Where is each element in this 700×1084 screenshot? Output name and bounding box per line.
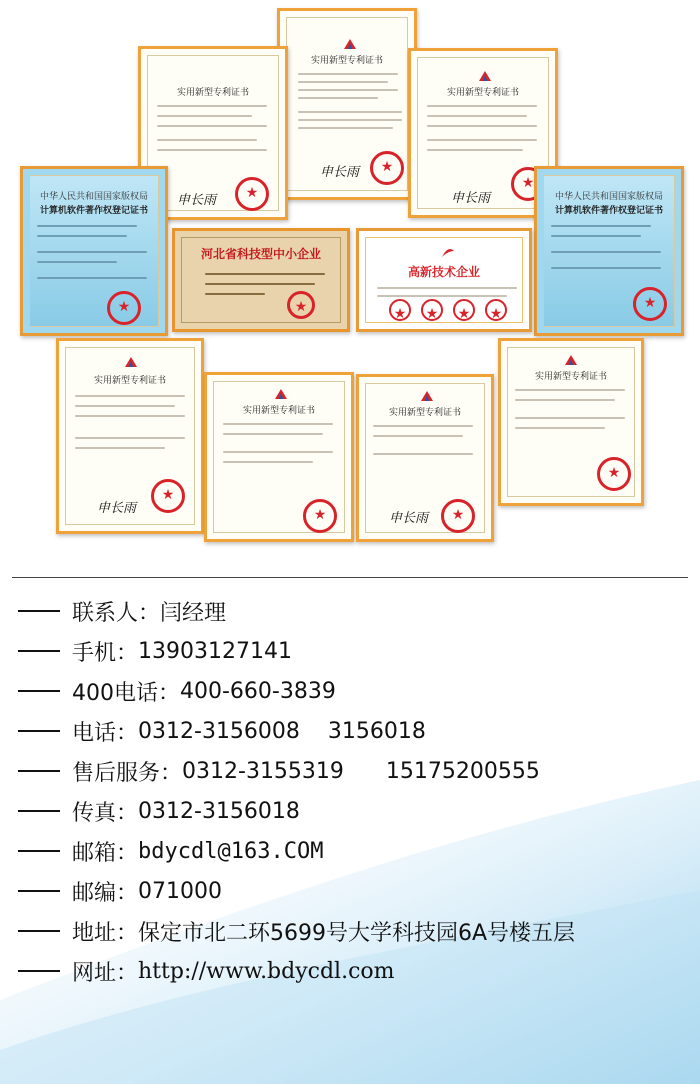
contact-row-phone <box>0 712 700 750</box>
contact-row-email <box>0 832 700 870</box>
contact-label: 地址： <box>72 920 139 946</box>
red-seal-icon <box>287 291 315 319</box>
hightech-enterprise-certificate <box>356 228 532 332</box>
contact-label: 手机： <box>72 640 139 666</box>
patent-certificate-title: 实用新型专利证书 <box>242 406 315 416</box>
contact-label: 邮编： <box>72 880 139 906</box>
red-seal-icon <box>441 499 475 533</box>
dash-marker <box>18 810 60 812</box>
contact-row-person <box>0 592 700 630</box>
patent-certificate-title: 实用新型专利证书 <box>446 88 519 98</box>
dash-marker <box>18 930 60 932</box>
dash-marker <box>18 850 60 852</box>
patent-certificate-title: 实用新型专利证书 <box>534 372 607 382</box>
contact-value: 闫经理 <box>160 600 227 626</box>
contact-row-postcode <box>0 872 700 910</box>
dash-marker <box>18 690 60 692</box>
software-certificate-title-line1: 中华人民共和国国家版权局 <box>39 192 148 202</box>
contact-row-400-phone <box>0 672 700 710</box>
signature: 申长雨 <box>389 511 429 526</box>
contact-label: 售后服务： <box>72 760 183 786</box>
red-seal-icon <box>485 299 507 321</box>
red-seal-icon <box>303 499 337 533</box>
dash-marker <box>18 890 60 892</box>
red-seal-icon <box>421 299 443 321</box>
contact-label: 网址： <box>72 960 139 986</box>
patent-certificate-top-center <box>277 8 417 200</box>
contact-row-after-sales <box>0 752 700 790</box>
patent-certificate-title: 实用新型专利证书 <box>310 56 383 66</box>
contact-value: 071000 <box>138 878 222 904</box>
patent-certificate-title: 实用新型专利证书 <box>388 408 461 418</box>
contact-row-mobile <box>0 632 700 670</box>
signature: 申长雨 <box>451 191 491 206</box>
patent-certificate-title: 实用新型专利证书 <box>176 88 249 98</box>
red-seal-icon <box>107 291 141 325</box>
patent-emblem-icon <box>477 69 493 83</box>
software-certificate-title-line1: 中华人民共和国国家版权局 <box>554 192 663 202</box>
patent-certificate-lower-4 <box>498 338 644 506</box>
dash-marker <box>18 650 60 652</box>
red-seal-icon <box>453 299 475 321</box>
section-divider <box>12 577 688 578</box>
patent-certificate-lower-2 <box>204 372 354 542</box>
contact-value: 13903127141 <box>138 638 292 664</box>
contact-value: 400-660-3839 <box>180 678 336 704</box>
red-seal-icon <box>389 299 411 321</box>
dash-marker <box>18 970 60 972</box>
sme-certificate-title: 河北省科技型中小企业 <box>200 247 321 261</box>
contact-row-address <box>0 912 700 950</box>
contact-label: 邮箱： <box>72 840 139 866</box>
contact-label: 400电话： <box>72 680 180 706</box>
patent-certificate-lower-1 <box>56 338 204 534</box>
signature: 申长雨 <box>177 193 217 208</box>
patent-certificate-title: 实用新型专利证书 <box>93 376 166 386</box>
dash-marker <box>18 730 60 732</box>
red-seal-icon <box>151 479 185 513</box>
software-copyright-certificate-right <box>534 166 684 336</box>
contact-row-website <box>0 952 700 990</box>
contact-value: 0312-3156018 <box>138 798 300 824</box>
contact-value: 保定市北二环5699号大学科技园6A号楼五层 <box>138 920 576 946</box>
hightech-certificate-title: 高新技术企业 <box>407 265 480 279</box>
red-seal-icon <box>235 177 269 211</box>
software-certificate-title-line2: 计算机软件著作权登记证书 <box>39 206 148 216</box>
red-seal-icon <box>597 457 631 491</box>
dash-marker <box>18 610 60 612</box>
contact-value: bdycdl@163.COM <box>138 838 324 864</box>
patent-emblem-icon <box>123 355 139 369</box>
signature: 申长雨 <box>320 165 360 180</box>
website-link[interactable]: http://www.bdycdl.com <box>138 958 395 984</box>
dash-marker <box>18 770 60 772</box>
patent-emblem-icon <box>419 389 435 403</box>
contact-label: 传真： <box>72 800 139 826</box>
software-certificate-title-line2: 计算机软件著作权登记证书 <box>554 206 663 216</box>
hightech-emblem-icon <box>439 245 457 259</box>
patent-emblem-icon <box>273 387 289 401</box>
signature: 申长雨 <box>97 501 137 516</box>
patent-emblem-icon <box>342 37 358 51</box>
contact-row-fax <box>0 792 700 830</box>
patent-emblem-icon <box>563 353 579 367</box>
patent-certificate-lower-3 <box>356 374 494 542</box>
red-seal-icon <box>370 151 404 185</box>
contact-value: 0312-3156008 3156018 <box>138 718 426 744</box>
sme-certificate <box>172 228 350 332</box>
contact-label: 联系人： <box>72 600 161 626</box>
red-seal-icon <box>633 287 667 321</box>
contact-label: 电话： <box>72 720 139 746</box>
contact-value: 0312-3155319 15175200555 <box>182 758 540 784</box>
software-copyright-certificate-left <box>20 166 168 336</box>
